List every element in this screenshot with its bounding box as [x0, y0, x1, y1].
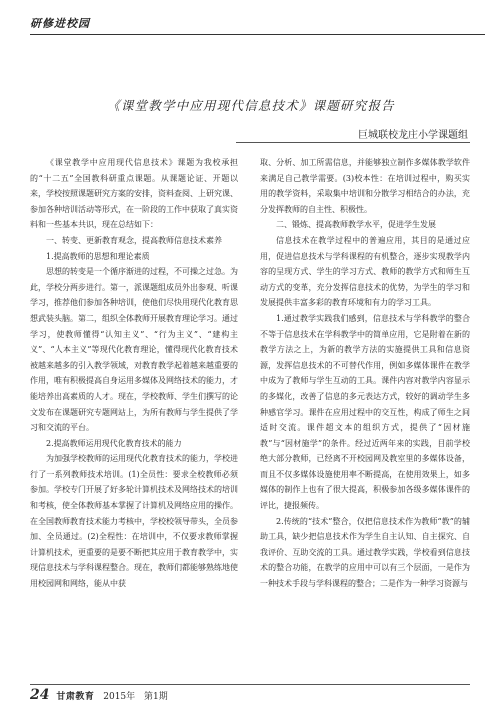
page-footer: [30, 684, 470, 703]
section-heading: 一、转变、更新教育观念，提高教师信息技术素养: [46, 235, 222, 245]
right-column: [260, 155, 470, 592]
running-header: [30, 14, 485, 35]
paragraph-continued: 取、分析、加工所需信息，并能够独立制作多媒体教学软件来满足自己教学需要。(3)校本性：在培训过程中，购买实用的教学资料，采取集中培训和分散学习相结合的办法，充分发挥教师的自主性、积极性。: [260, 158, 470, 214]
paragraph: 2.传统的“技术”整合，仅把信息技术作为教师“教”的辅助工具，缺少把信息技术作为学生自主认知、自主探究、自我评价、互助交流的工具。通过教学实践，学校看到信息技术的整合功能，在教学的应用中可以有三个层面，一是作为一种技术手段与学科课程的整合；二是作为一种学习资源与: [260, 516, 470, 589]
section-heading: 二、锻炼、提高教师教学水平，促进学生发展: [276, 220, 436, 230]
issue-number: 第1期: [144, 692, 168, 702]
subsection-heading: 2.提高教师运用现代化教育技术的能力: [46, 438, 182, 448]
paragraph: 《课堂教学中应用现代信息技术》课题为我校承担的“十二五”全国教科研重点课题。从课题论证、开题以来，学校按照课题研究方案的安排，资料查阅、上研究课、参加各种培训活动等形式，在一阶段的工作中获取了真实资料和一些基本共识，现在总结如下：: [30, 158, 238, 230]
issue-year: 2015年: [103, 692, 136, 702]
paragraph: 思想的转变是一个循序渐进的过程，不可操之过急。为此，学校分两步进行。第一，派课题组成员外出参观、听课学习，推荐他们参加各种培训，使他们尽快用现代化教育思想武装头脑。第二，组织全体教师开展教育理论学习。通过学习，使教师懂得“认知主义”、“行为主义”、“建构主义”、“人本主义”等现代化教育理论，懂得现代化教育技术被越来越多的引入教学领域，对教育教学起着越来越重要的作用，唯有积极提高自身运用多媒体及网络技术的能力，才能培养出高素质的人才。现在，学校教师、学生们撰写的论文发布在课题研究专题网站上，为所有教师与学生提供了学习和交流的平台。: [30, 267, 238, 433]
article-title: 《课堂教学中应用现代信息技术》课题研究报告: [107, 98, 395, 113]
subsection-heading: 1.提高教师的思想和理论素质: [46, 251, 150, 261]
author-divider: [236, 142, 470, 143]
paragraph: 为加强学校教师的运用现代化教育技术的能力，学校进行了一系列教师技术培训。(1)全员性：要求全校教师必须参加。学校专门开展了好多轮计算机技术及网络技术的培训和考核，使全体教师基本掌握了计算机及网络应用的操作。在全国教师教育技术能力考核中，学校校领导带头，全员参加、全员通过。(2)全程性：在培训中，不仅要求教师掌握计算机技术，更重要的是要不断把其应用于教育教学中，实现信息技术与学科课程整合。现在，教师们都能够熟练地使用校园网和网络，能从中获: [30, 454, 238, 589]
paragraph: 1.通过教学实践我们感到，信息技术与学科教学的整合不等于信息技术在学科教学中的简单应用，它是附着在新的教学方法之上，为新的教学方法的实施提供工具和信息资源，发挥信息技术的不可替代作用，例如多媒体课件在教学中成为了教师与学生互动的工具。课件内容对教学内容显示的多媒化，改善了信息的多元表达方式，较好的调动学生多种感官学习。课件在应用过程中的交互性，构成了师生之间适时交流。课件超文本的组织方式，提供了“因材施教”与“因材施学”的条件。经过近两年来的实践，目前学校绝大部分教师，已经离不开校园网及教室里的多媒体设备，而且不仅多媒体设施使用率不断提高，在使用效果上，如多媒体的制作上也有了很大提高，积极参加各级多媒体课件的评比，捷报频传。: [260, 313, 470, 511]
paragraph: 信息技术在教学过程中的普遍应用，其目的是通过应用，促进信息技术与学科课程的有机整合，逐步实现教学内容的呈现方式、学生的学习方式、教师的教学方式和师生互动方式的变革，充分发挥信息技术的优势，为学生的学习和发展提供丰富多彩的教育环境和有力的学习工具。: [260, 235, 470, 308]
left-column: [30, 155, 238, 592]
page-number: 24: [30, 687, 50, 703]
section-name: 研修进校园: [30, 17, 90, 30]
journal-name: 甘肃教育: [56, 692, 95, 702]
author-byline: 巨城联校龙庄小学课题组: [358, 130, 468, 141]
